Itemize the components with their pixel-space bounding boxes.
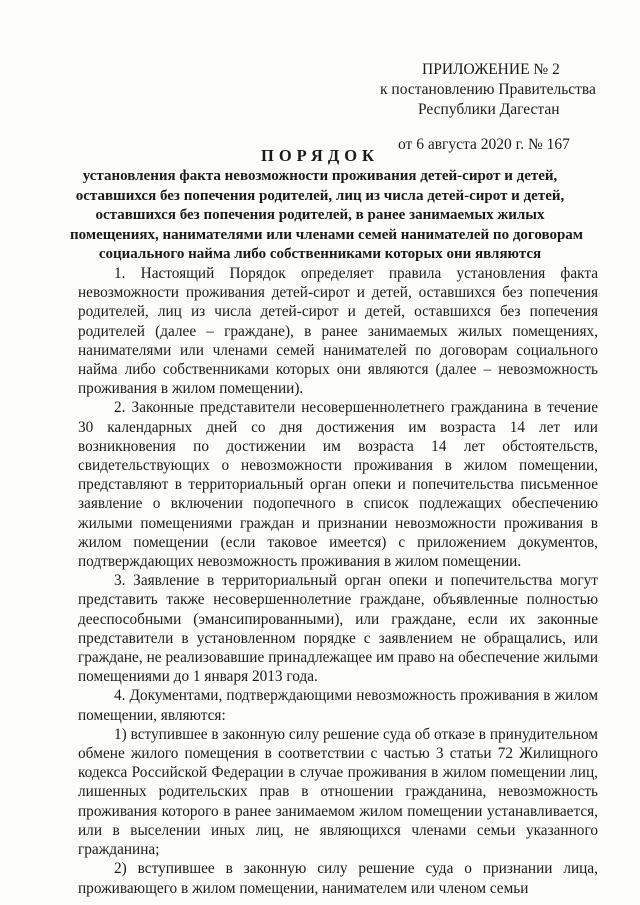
- paragraph-1: 1. Настоящий Порядок определяет правила установления факта невозможности проживания детей-сирот и детей, оставшихся без попечения родителей, лиц из числа детей-сирот и детей, оставшихся без попечения родителей (далее – граждане), в ранее занимаемых жилых помещениях, нанимателями или членами семей нанимателей по договорам социального найма либо собственниками которых они являются (далее – невозможность проживания в жилом помещении).: [78, 265, 598, 398]
- subtitle-line: оставшихся без попечения родителей, в ранее занимаемых жилых: [95, 207, 545, 223]
- paragraph-4-item-1: 1) вступившее в законную силу решение суда об отказе в принудительном обмене жилого помещения в соответствии с частью 3 статьи 72 Жилищного кодекса Российской Федерации в случае проживания в жилом помещении лиц, лишенных родительских прав в отношении гражданина, невозможность проживания которого в ранее занимаемом жилом помещении устанавливается, или в выселении иных лиц, не являющихся членами семьи указанного гражданина;: [78, 725, 598, 859]
- subtitle-line: социального найма либо собственниками которых они являются: [98, 246, 542, 262]
- appendix-republic: Республики Дагестан: [418, 101, 560, 118]
- paragraph-2: 2. Законные представители несовершеннолетнего гражданина в течение 30 календарных дней со дня достижения им возраста 14 лет или возникновения по достижении им возраста 14 лет обстоятельств, свидетельствующих о невозможности проживания в жилом помещении, представляют в территориальный орган опеки и попечительства письменное заявление о включении подопечного в список подлежащих обеспечению жилыми помещениями граждан и признании невозможности проживания в жилом помещении (если таковое имеется) с приложением документов, подтверждающих невозможность проживания в жилом помещении.: [78, 399, 598, 571]
- appendix-date: от 6 августа 2020 г. № 167: [398, 136, 570, 153]
- paragraph-4: 4. Документами, подтверждающими невозможность проживания в жилом помещении, являются:: [78, 687, 598, 724]
- subtitle-line: установления факта невозможности проживания детей-сирот и детей,: [82, 168, 558, 184]
- appendix-title: ПРИЛОЖЕНИЕ № 2: [422, 61, 560, 78]
- document-body: [78, 264, 598, 898]
- subtitle-line: помещениях, нанимателями или членами семей нанимателей по договорам: [70, 226, 584, 243]
- appendix-resolution: к постановлению Правительства: [380, 81, 596, 98]
- subtitle-line: оставшихся без попечения родителей, лиц из числа детей-сирот и детей,: [75, 187, 565, 204]
- appendix-header: [360, 60, 600, 155]
- paragraph-3: 3. Заявление в территориальный орган опеки и попечительства могут представить также несовершеннолетние граждане, объявленные полностью дееспособными (эмансипированными), или граждане, если их законные представители в установленном порядке с заявлением не обращались, или граждане, не реализовавшие принадлежащее им право на обеспечение жилыми помещениями до 1 января 2013 года.: [78, 572, 598, 686]
- document-subtitle: [70, 167, 584, 265]
- paragraph-4-item-2: 2) вступившее в законную силу решение суда о признании лица, проживающего в жилом помещении, нанимателем или членом семьи: [78, 860, 598, 897]
- document-title: ПОРЯДОК: [261, 146, 379, 165]
